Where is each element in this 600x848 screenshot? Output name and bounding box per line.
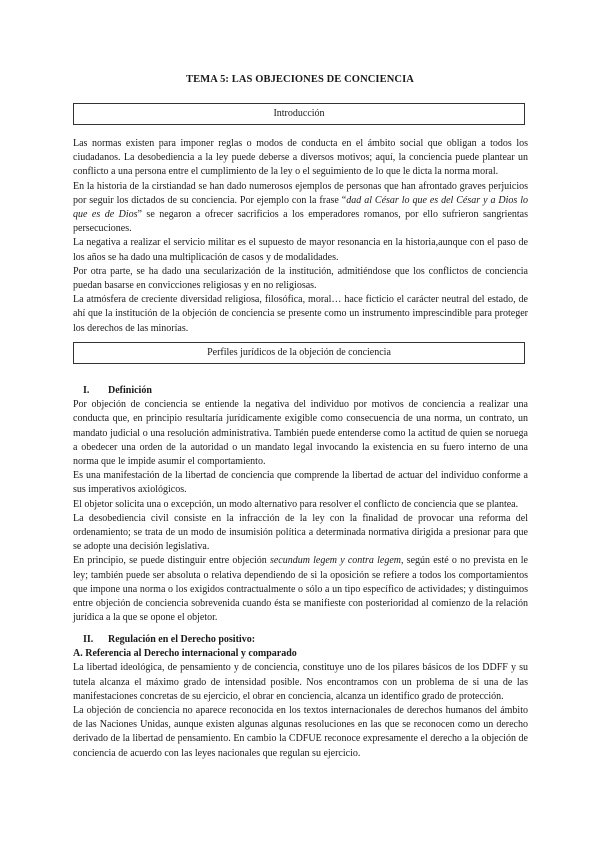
intro-p2-text-a: En la historia de la cirstiandad se han dado numerosos ejemplos de personas que han afrontado graves perjuicios por seguir los dictados de su conciencia. Por ejemplo con la frase “ xyxy=(73,180,528,206)
definition-paragraph-4: La desobediencia civil consiste en la infracción de la ley con la finalidad de provocar una reforma del ordenamiento; se trata de un modo de insumisión política a determinada normativa dirigida a presionar para que se adopte una decisión legislativa. xyxy=(73,512,528,553)
definition-number: I. xyxy=(83,385,90,396)
intro-paragraph-4: Por otra parte, se ha dado una secularización de la institución, admitiéndose que los conflictos de conciencia puedan basarse en convicciones religiosas y en no religiosas. xyxy=(73,265,528,292)
intro-paragraph-2 xyxy=(73,180,528,237)
intro-section-box: Introducción xyxy=(73,103,525,125)
definition-paragraph-1: Por objeción de conciencia se entiende la negativa del individuo por motivos de conciencia a realizar una conducta que, en principio resultaría jurídicamente exigible como consecuencia de una norma, un contrato, un mandato judicial o una resolución administrativa. También puede entenderse como la actitud de quien se noruega a obedecer una orden de la autoridad o un mandato legal invocando la existencia en su fuero interno de una norma que le impide asumir el comportamiento. xyxy=(73,399,528,468)
definition-p5-text-a: En principio, se puede distinguir entre objeción xyxy=(73,555,270,567)
definition-paragraph-5 xyxy=(73,554,528,625)
definition-p5-emphasis: secundum legem y contra legem xyxy=(269,555,401,567)
intro-p2-quote: dad al César lo que es del César y a Dios lo que es de Dios xyxy=(73,194,529,221)
definition-section xyxy=(73,384,528,625)
intro-paragraph-5: La atmósfera de creciente diversidad religiosa, filosófica, moral… hace ficticio el carácter neutral del estado, de ahí que la institución de la objeción de conciencia se presente como un instrumento imprescindible para proteger los derechos de las minorías. xyxy=(73,294,528,334)
regulation-paragraph-1: La libertad ideológica, de pensamiento y de conciencia, constituye uno de los pilares básicos de los DDFF y su tutela alcanza el máximo grado de intensidad posible. Nos encontramos con un problema de si una de las manifestaciones concretas de su ejercicio, el obrar en conciencia, alcanza un identifico grado de protección. xyxy=(73,662,528,702)
regulation-subheading: A. Referencia al Derecho internacional y comparado xyxy=(73,648,297,660)
definition-paragraph-3: El objetor solicita una o excepción, un modo alternativo para resolver el conflicto de conciencia que se plantea. xyxy=(73,498,519,510)
intro-paragraph-3: La negativa a realizar el servicio militar es el supuesto de mayor resonancia en la historia,aunque con el paso de los años se ha dado una multiplicación de casos y de modalidades. xyxy=(73,237,528,263)
intro-p2-text-b: ” se negaron a ofrecer sacrificios a los emperadores romanos, por ello sufrieron sangrientas persecuciones. xyxy=(73,209,528,235)
regulation-number: II. xyxy=(83,634,94,645)
regulation-section xyxy=(73,633,528,761)
regulation-paragraph-2: La objeción de conciencia no aparece reconocida en los textos internacionales de derechos humanos del ámbito de las Naciones Unidas, aunque existen algunas algunas resoluciones en las que se reconocen como un derecho derivado de la libertad de pensamiento. En cambio la CDFUE reconoce expresamente el derecho a la objeción de conciencia de acuerdo con las leyes nacionales que regulan su ejercicio. xyxy=(73,705,528,759)
definition-heading-text: Definición xyxy=(108,385,152,396)
definition-paragraph-2: Es una manifestación de la libertad de conciencia que comprende la libertad de actuar del individuo conforme a sus imperativos axiológicos. xyxy=(73,470,528,496)
document-title: TEMA 5: LAS OBJECIONES DE CONCIENCIA xyxy=(186,74,414,85)
intro-paragraph-1: Las normas existen para imponer reglas o modos de conducta en el ámbito social que obligan a todos los ciudadanos. La desobediencia a la ley puede deberse a diversos motivos; aquí, la conciencia puede plantear un conflicto a una persona entre el cumplimiento de la ley o el seguimiento de lo que le dicta la norma moral. xyxy=(73,138,528,178)
intro-text xyxy=(73,137,528,336)
perfiles-section-box: Perfiles jurídicos de la objeción de conciencia xyxy=(73,342,525,364)
definition-p5-text-b: , según esté o no prevista en le ley; también puede ser absoluta o relativa dependiendo de si la oposición se refiere a todos los comportamientos que impone una norma o los exigidos contractualmente o sólo a un tipo específico de actividades; y distinguimos entre objeción de conciencia sobrevenida cuando ésta se manifieste con posterioridad al comienzo de la relación jurídica a la que se opone el objetor. xyxy=(73,555,528,624)
regulation-heading xyxy=(73,633,528,647)
regulation-heading-text: Regulación en el Derecho positivo: xyxy=(108,634,256,645)
definition-heading xyxy=(73,384,528,398)
